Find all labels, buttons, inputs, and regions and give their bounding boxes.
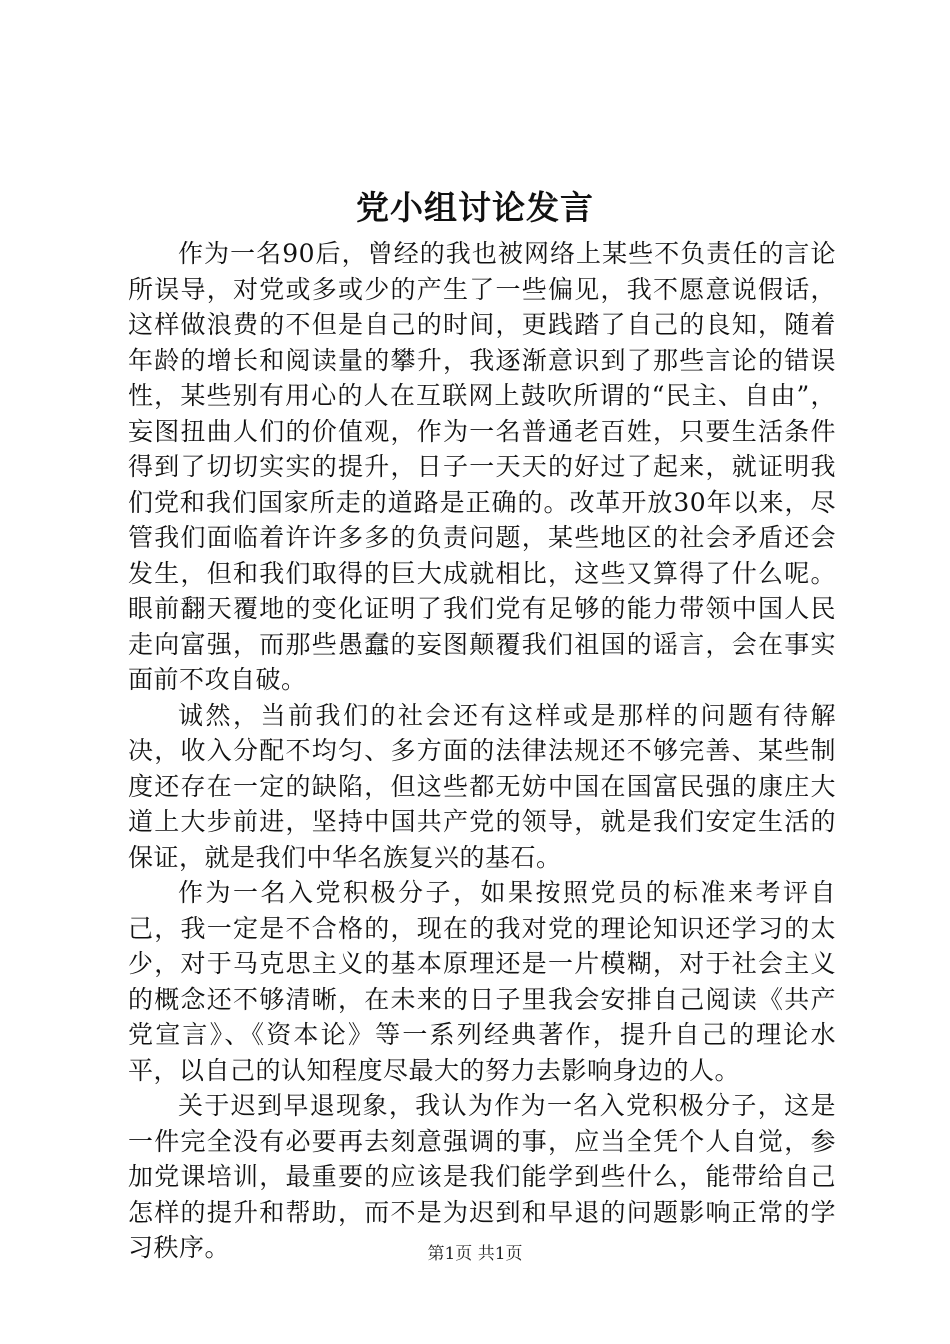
- paragraph-2: 诚然，当前我们的社会还有这样或是那样的问题有待解决，收入分配不均匀、多方面的法律法规还不够完善、某些制度还存在一定的缺陷，但这些都无妨中国在国富民强的康庄大道上大步前进，坚持中国共产党的领导，就是我们安定生活的保证，就是我们中华名族复兴的基石。: [128, 700, 836, 872]
- document-title: 党小组讨论发言: [356, 188, 594, 227]
- paragraph-3: 作为一名入党积极分子，如果按照党员的标准来考评自己，我一定是不合格的，现在的我对党的理论知识还学习的太少，对于马克思主义的基本原理还是一片模糊，对于社会主义的概念还不够清晰，在未来的日子里我会安排自己阅读《共产党宣言》、《资本论》等一系列经典著作，提升自己的理论水平，以自己的认知程度尽最大的努力去影响身边的人。: [128, 878, 836, 1085]
- paragraph-4: 关于迟到早退现象，我认为作为一名入党积极分子，这是一件完全没有必要再去刻意强调的事，应当全凭个人自觉，参加党课培训，最重要的应该是我们能学到些什么，能带给自己怎样的提升和帮助，而不是为迟到和早退的问题影响正常的学习秩序。: [128, 1091, 836, 1262]
- paragraph-1: 作为一名90后，曾经的我也被网络上某些不负责任的言论所误导，对党或多或少的产生了一些偏见，我不愿意说假话，这样做浪费的不但是自己的时间，更践踏了自己的良知，随着年龄的增长和阅读量的攀升，我逐渐意识到了那些言论的错误性，某些别有用心的人在互联网上鼓吹所谓的“民主、自由”，妄图扭曲人们的价值观，作为一名普通老百姓，只要生活条件得到了切切实实的提升，日子一天天的好过了起来，就证明我们党和我们国家所走的道路是正确的。改革开放30年以来，尽管我们面临着许许多多的负责问题，某些地区的社会矛盾还会发生，但和我们取得的巨大成就相比，这些又算得了什么呢。眼前翻天覆地的变化证明了我们党有足够的能力带领中国人民走向富强，而那些愚蠢的妄图颠覆我们祖国的谣言，会在事实面前不攻自破。: [128, 239, 836, 694]
- document-body: [128, 236, 836, 1266]
- page-footer: 第1页 共1页: [427, 1244, 523, 1264]
